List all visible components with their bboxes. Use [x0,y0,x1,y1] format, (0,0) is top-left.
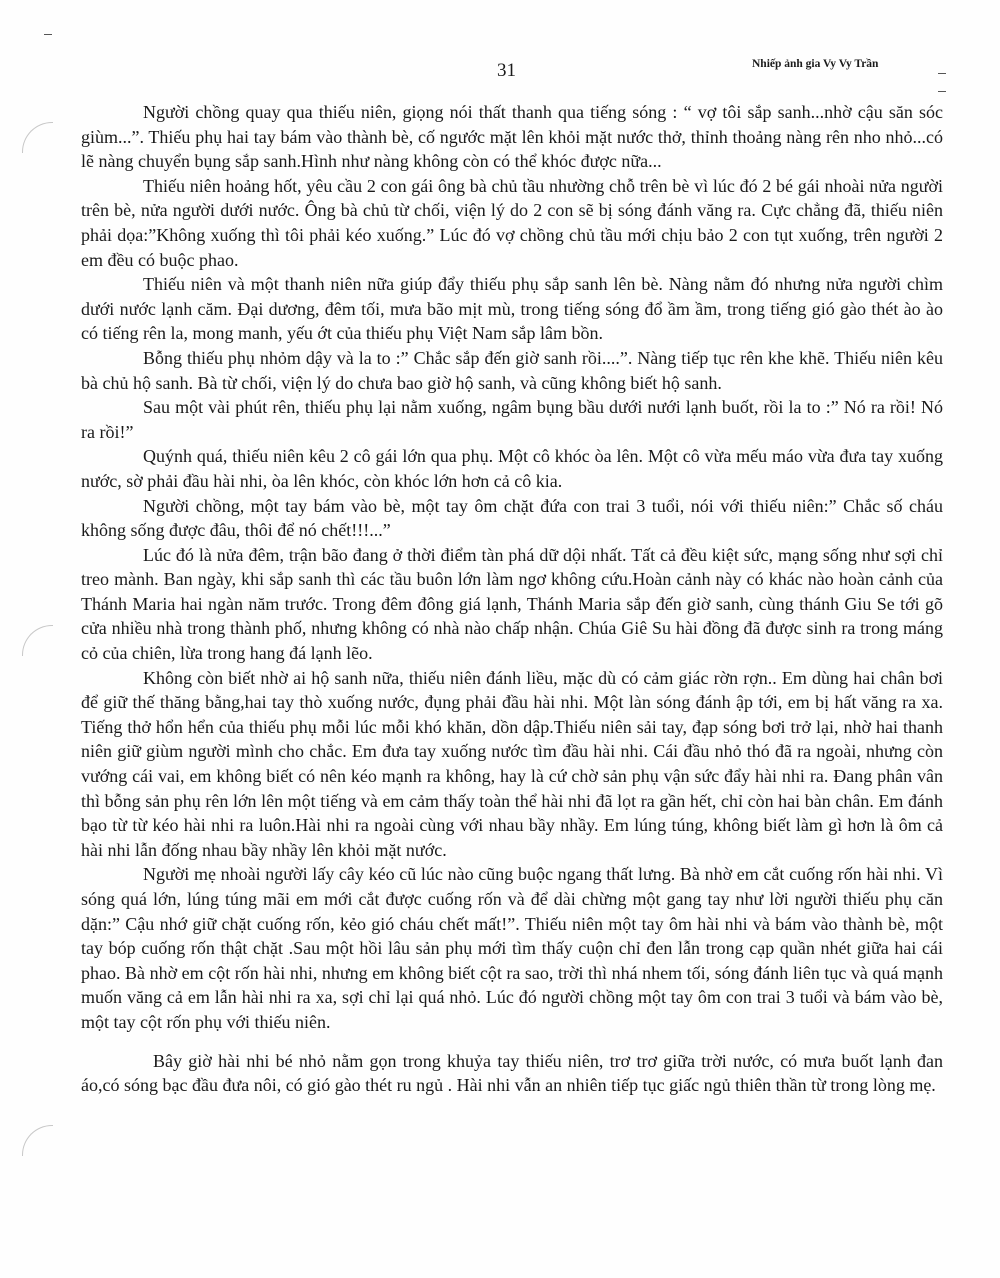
paragraph: Quýnh quá, thiếu niên kêu 2 cô gái lớn qua phụ. Một cô khóc òa lên. Một cô vừa mếu máo vừa đưa tay xuống nước, sờ phải đầu hài nhi, òa lên khóc, còn khóc lớn hơn cả cô kia. [81,446,943,491]
paragraph: Người chồng, một tay bám vào bè, một tay ôm chặt đứa con trai 3 tuổi, nói với thiếu niên:” Chắc số cháu không sống được đâu, thôi để nó chết!!!...” [81,495,943,541]
punch-hole-mark [22,122,53,153]
paragraph: Thiếu niên và một thanh niên nữa giúp đẩy thiếu phụ sắp sanh lên bè. Nàng nằm đó nhưng nửa người chìm dưới nước lạnh căm. Đại dương, đêm tối, mưa bão mịt mù, trong tiếng sóng đổ ầm ầm, trong tiếng gió gào thét ào ào có tiếng rên la, mong manh, yếu ớt của thiếu phụ Việt Nam sắp lâm bồn. [81,274,943,344]
paragraph: Thiếu niên hoảng hốt, yêu cầu 2 con gái ông bà chủ tầu nhường chỗ trên bè vì lúc đó 2 bé gái nhoài nửa người trên bè, nửa người dưới nước. Ông bà chủ từ chối, viện lý do 2 con sẽ bị sóng đánh văng ra. Cực chẳng đã, thiếu niên phải dọa:”Không xuống thì tôi phải kéo xuống.” Lúc đó vợ chồng chủ tầu mới chịu bảo 2 con tụt xuống, trên người 2 em đều có buộc phao. [81,175,943,270]
paragraph: Không còn biết nhờ ai hộ sanh nữa, thiếu niên đánh liều, mặc dù có cảm giác rờn rợn.. Em dùng hai chân bơi để giữ thế thăng bằng,hai tay thò xuống nước, đụng phải đầu hài nhi. Một làn sóng đánh ập tới, em bị hất văng ra xa. Tiếng thở hổn hển của thiếu phụ mỗi lúc mỗi khó khăn, dồn dập.Thiếu niên sải tay, đạp sóng bơi trở lại, nhờ hai thanh niên giữ giùm người mình cho chắc. Em đưa tay xuống nước tìm đầu hài nhi. Cái đầu nhỏ thó đã ra ngoài, nhưng còn vướng cái vai, em không biết có nên kéo mạnh ra không, hay là cứ chờ sản phụ vận sức đẩy hài nhi ra. Đang phân vân thì bỗng sản phụ rên lớn lên một tiếng và em cảm thấy toàn thể hài nhi đã lọt ra gần hết, chỉ còn hai bàn chân. Em đánh bạo từ từ kéo hài nhi ra luôn.Hài nhi ra ngoài cùng với nhau bầy nhầy. Em lúng túng, không biết làm gì hơn là ôm cả hài nhi lẫn đống nhau bầy nhầy lên khỏi mặt nước. [81,667,943,860]
paragraph: Sau một vài phút rên, thiếu phụ lại nằm xuống, ngâm bụng bầu dưới nưới lạnh buốt, rồi la to :” Nó ra rồi! Nó ra rồi!” [81,397,943,442]
body-text [81,100,943,1098]
page-number: 31 [497,60,516,81]
paragraph: Bây giờ hài nhi bé nhỏ nằm gọn trong khuỷa tay thiếu niên, trơ trơ giữa trời nước, có mưa buốt lạnh đan áo,có sóng bạc đầu đưa nôi, có gió gào thét ru ngủ . Hài nhi vẫn an nhiên tiếp tục giấc ngủ thiên thần từ trong lòng mẹ. [81,1050,943,1096]
punch-hole-mark [22,1125,53,1156]
paragraph: Bỗng thiếu phụ nhỏm dậy và la to :” Chắc sắp đến giờ sanh rồi....”. Nàng tiếp tục rên khe khẽ. Thiếu niên kêu bà chủ hộ sanh. Bà từ chối, viện lý do chưa bao giờ hộ sanh, và cũng không biết hộ sanh. [81,347,943,393]
punch-hole-mark [22,625,53,656]
margin-mark [44,34,52,35]
paragraph: Lúc đó là nửa đêm, trận bão đang ở thời điểm tàn phá dữ dội nhất. Tất cả đều kiệt sức, mạng sống như sợi chỉ treo mành. Ban ngày, khi sắp sanh thì các tầu buôn lớn làm ngơ không cứu.Hoàn cảnh này có khác nào hoàn cảnh của Thánh Maria hai ngàn năm trước. Trong đêm đông giá lạnh, Thánh Maria sắp đến giờ sanh, cùng thánh Giu Se tới gõ cửa nhiều nhà trong thành phố, nhưng không có nhà nào chấp nhận. Chúa Giê Su hài đồng đã được sinh ra trong máng cỏ của chiên, lừa trong hang đá lạnh lẽo. [81,544,943,664]
paragraph: Người mẹ nhoài người lấy cây kéo cũ lúc nào cũng buộc ngang thất lưng. Bà nhờ em cắt cuống rốn hài nhi. Vì sóng quá lớn, lúng túng mãi em mới cắt được cuống rốn và để dài chừng một gang tay như lời người thiếu phụ căn dặn:” Cậu nhớ giữ chặt cuống rốn, kẻo gió cháu chết mất!”. Thiếu niên một tay ôm hài nhi và bám vào thành bè, một tay bóp cuống rốn thật chặt .Sau một hồi lâu sản phụ mới tìm thấy cuộn chỉ đen lẫn trong cạp quần nhét giữa hai cái phao. Bà nhờ em cột rốn hài nhi, nhưng em không biết cột ra sao, trời thì nhá nhem tối, sóng đánh liên tục và quá mạnh muốn văng cả em lẫn hài nhi ra xa, sợi chỉ lại quá nhỏ. Lúc đó người chồng một tay ôm con trai 3 tuổi và bám vào bè, một tay cột rốn phụ với thiếu niên. [81,864,943,1032]
paragraph: Người chồng quay qua thiếu niên, giọng nói thất thanh qua tiếng sóng : “ vợ tôi sắp sanh...nhờ cậu săn sóc giùm...”. Thiếu phụ hai tay bám vào thành bè, cố ngước mặt lên khỏi mặt nước thở, thỉnh thoảng nàng rên nho nhỏ...có lẽ nàng chuyển bụng sắp sanh.Hình như nàng không còn có thể khóc được nữa... [81,102,943,172]
margin-mark [938,73,946,74]
margin-mark [938,91,946,92]
page-author: Nhiếp ảnh gia Vy Vy Trần [752,58,879,70]
